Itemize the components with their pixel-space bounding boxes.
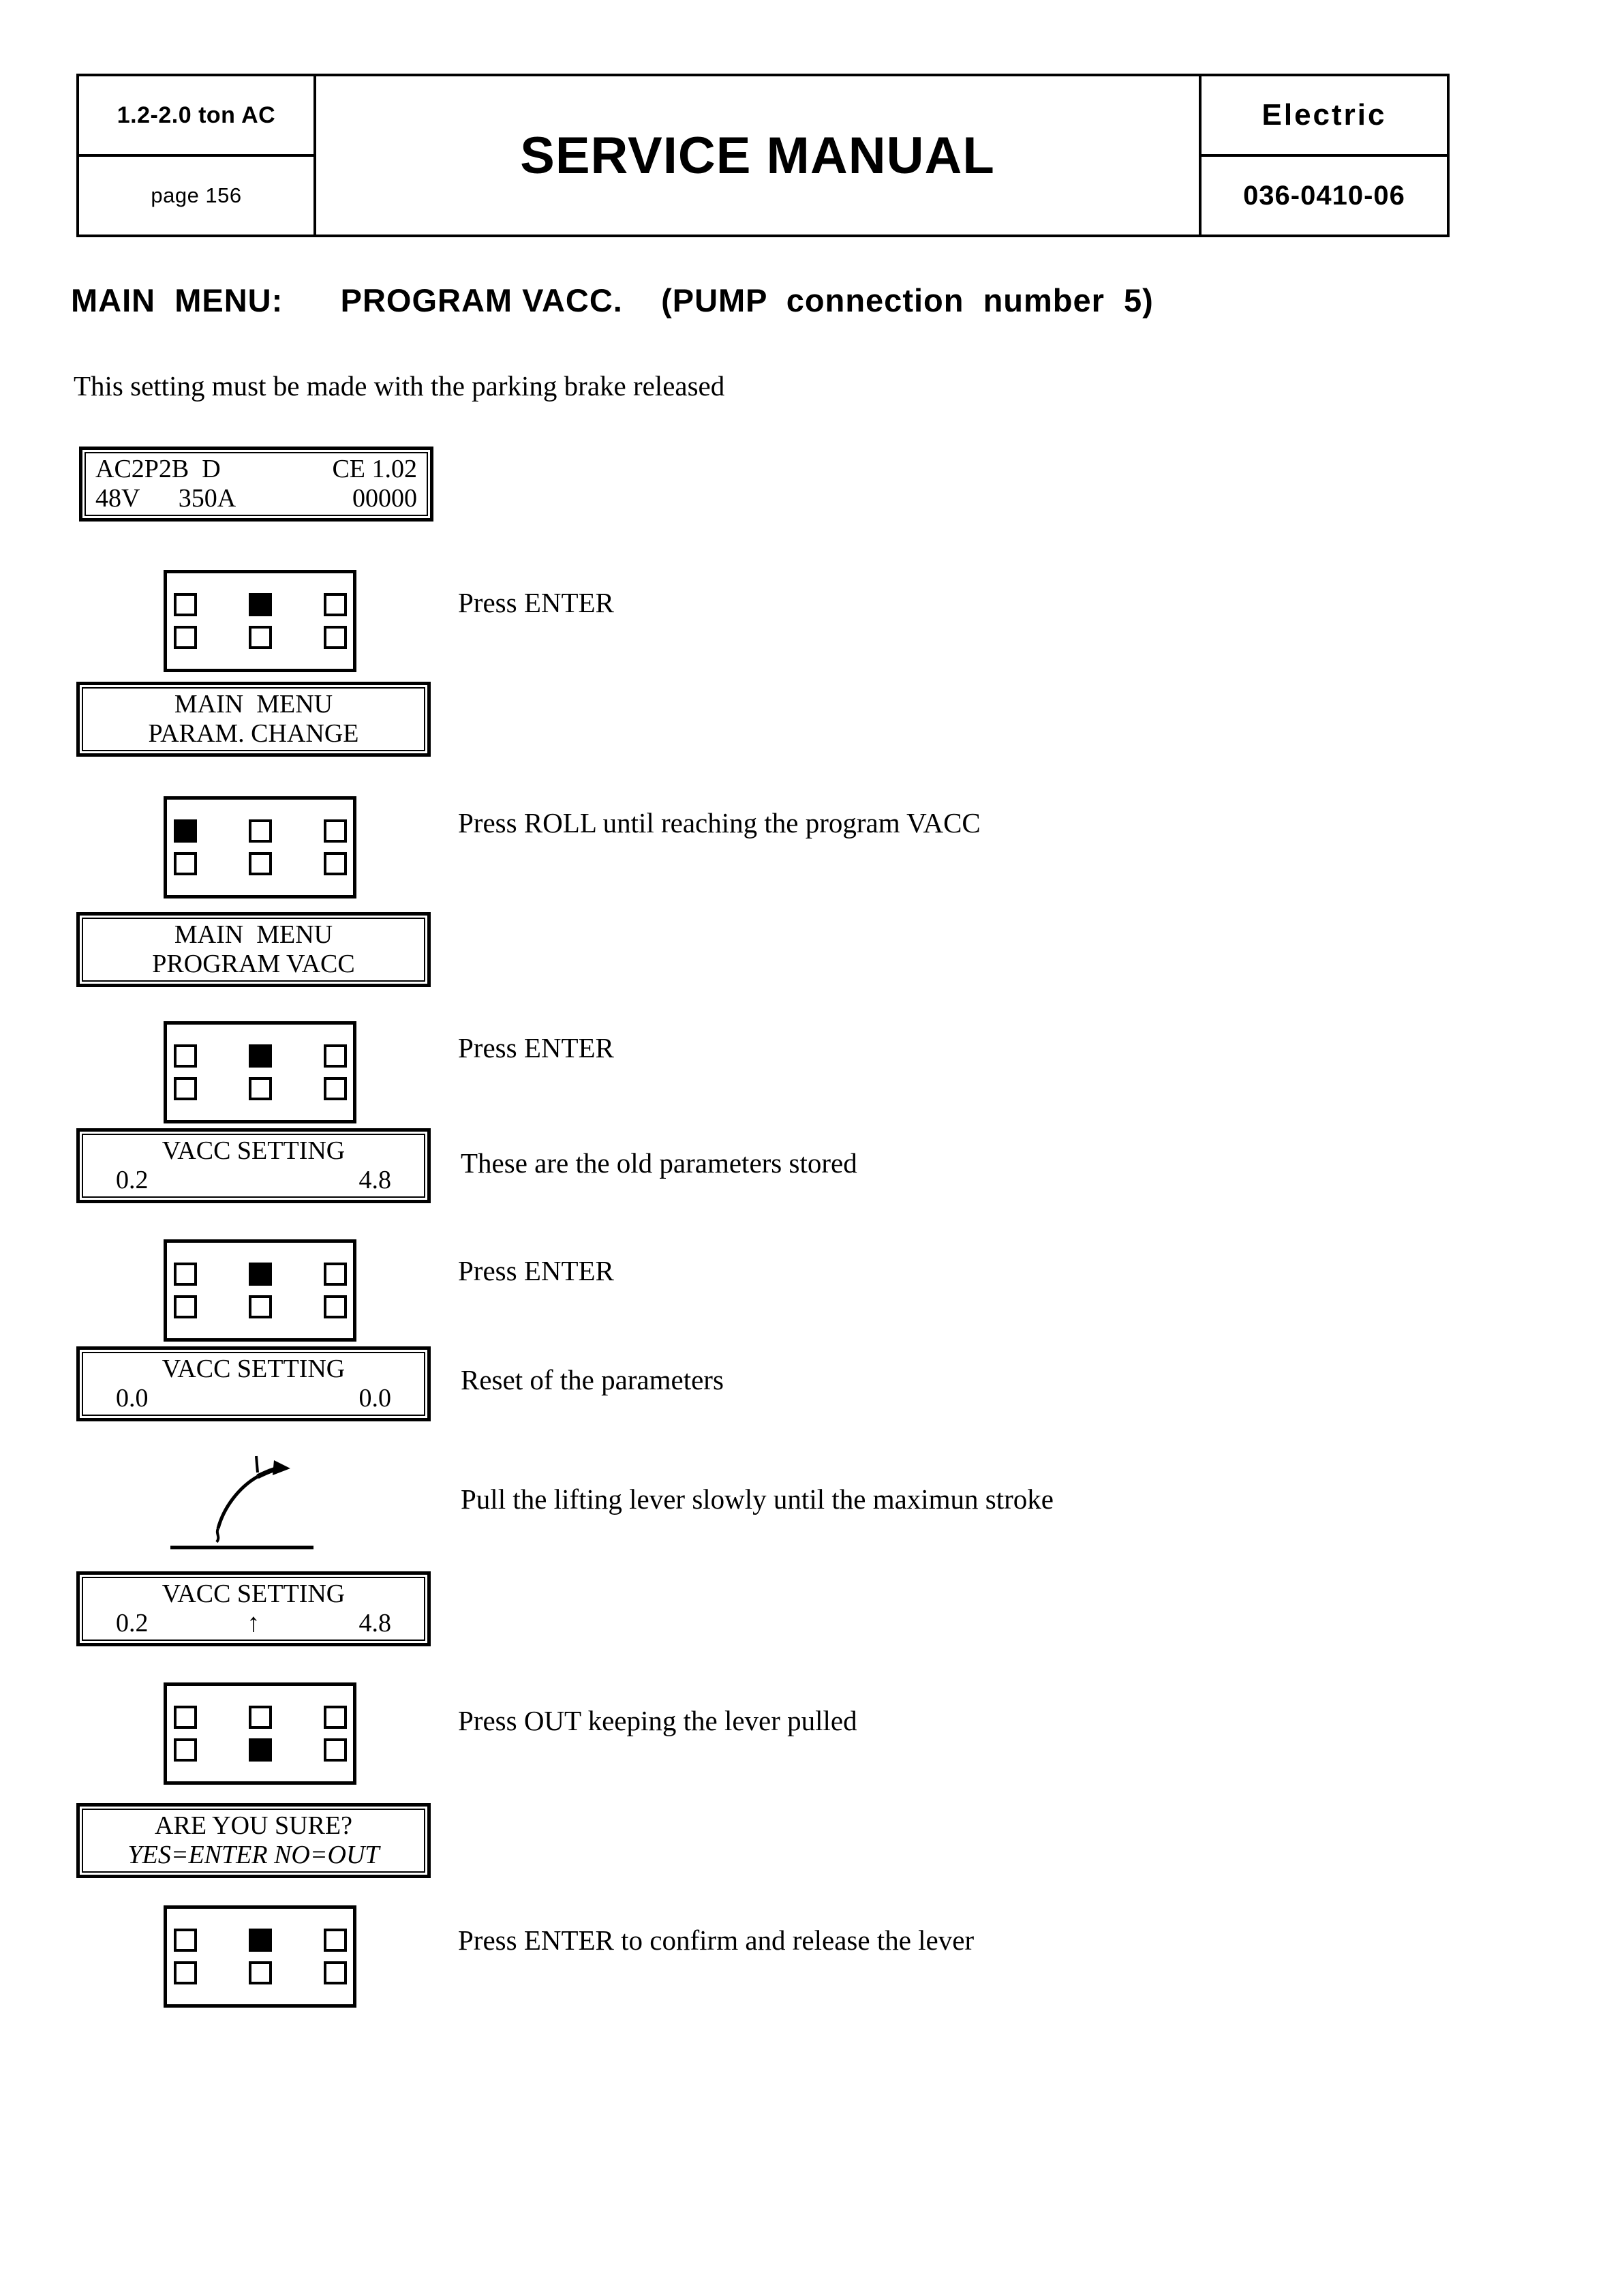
- lcd-display-param-change: [76, 682, 431, 757]
- key-enter[interactable]: [249, 593, 272, 616]
- header-right-block: [1202, 76, 1447, 235]
- lcd-status-line1-right: CE 1.02: [332, 455, 417, 484]
- caption-press-out: Press OUT keeping the lever pulled: [458, 1705, 857, 1736]
- key-roll[interactable]: [174, 593, 197, 616]
- lcd-vacc-old-min: 0.2: [116, 1166, 149, 1194]
- section-intro-text: This setting must be made with the parking brake released: [74, 370, 725, 402]
- lcd-display-vacc-pulled: [76, 1571, 431, 1646]
- keypad-press-enter-3[interactable]: [164, 1239, 356, 1342]
- caption-old-parameters: These are the old parameters stored: [461, 1147, 857, 1179]
- page-number-label: page 156: [151, 183, 242, 207]
- key-aux1[interactable]: [174, 1961, 197, 1984]
- key-roll[interactable]: [174, 1929, 197, 1952]
- lcd-vacc-pulled-min: 0.2: [116, 1609, 149, 1637]
- keypad-press-enter-1[interactable]: [164, 570, 356, 672]
- lifting-lever-icon: [170, 1452, 395, 1561]
- key-enter[interactable]: [249, 1044, 272, 1068]
- key-aux3[interactable]: [324, 852, 347, 875]
- keypad-press-roll[interactable]: [164, 796, 356, 898]
- key-aux3[interactable]: [324, 1961, 347, 1984]
- key-enter[interactable]: [249, 1263, 272, 1286]
- header-left-block: [79, 76, 316, 235]
- lcd-progvacc-line1: MAIN MENU: [174, 920, 333, 950]
- lcd-status-line2-left: 48V 350A: [95, 484, 236, 513]
- lcd-vacc-old-max: 4.8: [358, 1166, 391, 1194]
- key-aux1[interactable]: [174, 852, 197, 875]
- lcd-confirm-line1: ARE YOU SURE?: [155, 1811, 352, 1841]
- lcd-display-confirm: [76, 1803, 431, 1878]
- lcd-status-line2-right: 00000: [352, 484, 417, 513]
- key-aux1[interactable]: [174, 626, 197, 649]
- page-title: SERVICE MANUAL: [520, 126, 995, 185]
- key-aux1[interactable]: [174, 1295, 197, 1318]
- key-aux1[interactable]: [174, 1738, 197, 1762]
- lcd-status-line1-left: AC2P2B D: [95, 455, 221, 484]
- lcd-display-program-vacc: [76, 912, 431, 987]
- key-aux2[interactable]: [249, 1295, 272, 1318]
- model-label: 1.2-2.0 ton AC: [79, 76, 313, 157]
- lcd-vacc-old-line1: VACC SETTING: [162, 1136, 346, 1166]
- key-out[interactable]: [324, 1044, 347, 1068]
- key-out[interactable]: [324, 819, 347, 843]
- key-aux3[interactable]: [324, 626, 347, 649]
- lcd-progvacc-line2: PROGRAM VACC: [152, 950, 355, 978]
- lcd-param-line2: PARAM. CHANGE: [148, 719, 359, 748]
- caption-press-roll: Press ROLL until reaching the program VACC: [458, 807, 981, 839]
- caption-press-enter-1: Press ENTER: [458, 587, 614, 618]
- key-out[interactable]: [324, 1929, 347, 1952]
- keypad-press-out[interactable]: [164, 1682, 356, 1785]
- key-roll[interactable]: [174, 819, 197, 843]
- document-number-label: 036-0410-06: [1243, 180, 1405, 211]
- up-arrow-icon: ↑: [247, 1609, 260, 1637]
- key-out[interactable]: [324, 593, 347, 616]
- header-center-block: [316, 76, 1202, 235]
- key-aux3[interactable]: [324, 1295, 347, 1318]
- key-aux3[interactable]: [324, 1077, 347, 1100]
- key-enter[interactable]: [249, 1706, 272, 1729]
- key-aux2[interactable]: [249, 1738, 272, 1762]
- lcd-vacc-pulled-max: 4.8: [358, 1609, 391, 1637]
- key-out[interactable]: [324, 1706, 347, 1729]
- caption-press-enter-2: Press ENTER: [458, 1032, 614, 1063]
- lcd-vacc-reset-max: 0.0: [358, 1384, 391, 1413]
- lcd-param-line1: MAIN MENU: [174, 690, 333, 719]
- key-aux2[interactable]: [249, 852, 272, 875]
- brand-label: Electric: [1202, 76, 1447, 157]
- key-aux2[interactable]: [249, 626, 272, 649]
- lcd-display-status: [79, 447, 433, 522]
- key-enter[interactable]: [249, 819, 272, 843]
- key-enter[interactable]: [249, 1929, 272, 1952]
- key-aux3[interactable]: [324, 1738, 347, 1762]
- section-heading: MAIN MENU: PROGRAM VACC. (PUMP connection number 5): [71, 282, 1154, 318]
- key-roll[interactable]: [174, 1706, 197, 1729]
- key-aux2[interactable]: [249, 1077, 272, 1100]
- lcd-vacc-reset-line1: VACC SETTING: [162, 1355, 346, 1384]
- keypad-press-enter-confirm[interactable]: [164, 1905, 356, 2008]
- caption-press-enter-confirm: Press ENTER to confirm and release the lever: [458, 1924, 975, 1956]
- caption-reset-parameters: Reset of the parameters: [461, 1364, 724, 1395]
- keypad-press-enter-2[interactable]: [164, 1021, 356, 1123]
- lcd-vacc-pulled-line1: VACC SETTING: [162, 1580, 346, 1609]
- key-out[interactable]: [324, 1263, 347, 1286]
- lcd-confirm-line2: YES=ENTER NO=OUT: [127, 1841, 380, 1869]
- page-header: [76, 74, 1450, 237]
- caption-press-enter-3: Press ENTER: [458, 1255, 614, 1286]
- lcd-display-vacc-reset: [76, 1346, 431, 1421]
- lcd-vacc-reset-min: 0.0: [116, 1384, 149, 1413]
- caption-pull-lever: Pull the lifting lever slowly until the maximun stroke: [461, 1483, 1054, 1515]
- key-aux2[interactable]: [249, 1961, 272, 1984]
- key-roll[interactable]: [174, 1044, 197, 1068]
- lcd-display-vacc-old: [76, 1128, 431, 1203]
- key-roll[interactable]: [174, 1263, 197, 1286]
- key-aux1[interactable]: [174, 1077, 197, 1100]
